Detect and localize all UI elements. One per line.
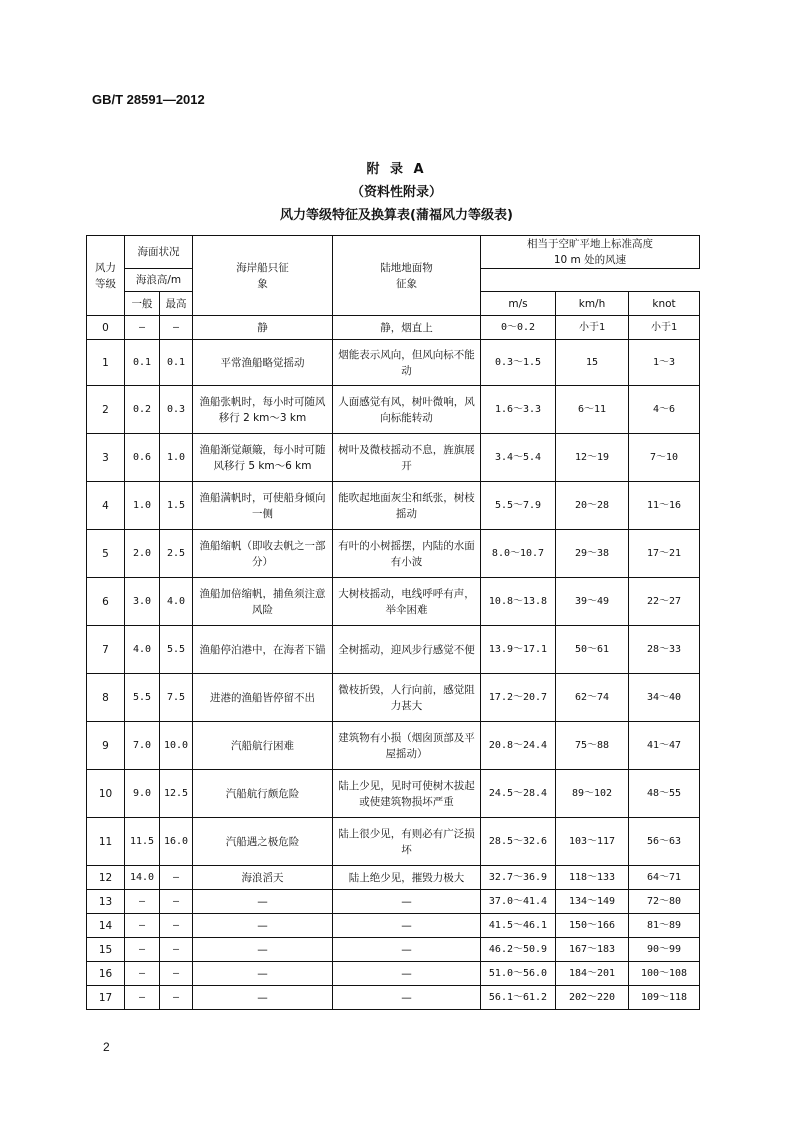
cell-land: 有叶的小树摇摆，内陆的水面有小波 (333, 530, 481, 578)
cell-kmh: 118～133 (556, 866, 629, 890)
header-wave-general: 一般 (125, 292, 160, 316)
cell-wave-general: — (125, 962, 160, 986)
cell-land: — (333, 890, 481, 914)
cell-ms: 0～0.2 (481, 316, 556, 340)
appendix-title: 风力等级特征及换算表(蒲福风力等级表) (280, 208, 513, 223)
cell-ms: 41.5～46.1 (481, 914, 556, 938)
cell-coastal: 渔船渐觉颠簸，每小时可随风移行 5 km～6 km (193, 434, 333, 482)
cell-coastal: — (193, 938, 333, 962)
cell-kmh: 75～88 (556, 722, 629, 770)
cell-coastal: 静 (193, 316, 333, 340)
table-row (87, 890, 700, 914)
cell-land: — (333, 986, 481, 1010)
cell-kmh: 39～49 (556, 578, 629, 626)
cell-land: 静，烟直上 (333, 316, 481, 340)
cell-ms: 20.8～24.4 (481, 722, 556, 770)
cell-wave-max: — (160, 986, 193, 1010)
table-row (87, 434, 700, 482)
cell-ms: 37.0～41.4 (481, 890, 556, 914)
cell-wave-max: 12.5 (160, 770, 193, 818)
cell-ms: 10.8～13.8 (481, 578, 556, 626)
table-row (87, 530, 700, 578)
cell-coastal: 渔船满帆时，可使船身倾向一侧 (193, 482, 333, 530)
cell-ms: 17.2～20.7 (481, 674, 556, 722)
cell-wave-max: — (160, 914, 193, 938)
cell-knot: 17～21 (629, 530, 700, 578)
cell-knot: 72～80 (629, 890, 700, 914)
cell-grade: 6 (87, 578, 125, 626)
cell-wave-general: — (125, 938, 160, 962)
cell-wave-general: — (125, 914, 160, 938)
table-row (87, 986, 700, 1010)
cell-wave-max: — (160, 890, 193, 914)
cell-kmh: 29～38 (556, 530, 629, 578)
cell-wave-max: 10.0 (160, 722, 193, 770)
cell-wave-max: 2.5 (160, 530, 193, 578)
header-land-objects: 陆地地面物征象 (333, 236, 481, 316)
cell-wave-max: 1.0 (160, 434, 193, 482)
cell-grade: 3 (87, 434, 125, 482)
table-row (87, 674, 700, 722)
cell-knot: 109～118 (629, 986, 700, 1010)
table-row (87, 938, 700, 962)
cell-knot: 4～6 (629, 386, 700, 434)
table-row (87, 770, 700, 818)
cell-land: 烟能表示风向，但风向标不能动 (333, 340, 481, 386)
cell-coastal: — (193, 914, 333, 938)
cell-coastal: — (193, 986, 333, 1010)
cell-kmh: 202～220 (556, 986, 629, 1010)
table-row (87, 722, 700, 770)
cell-knot: 90～99 (629, 938, 700, 962)
table-row (87, 340, 700, 386)
cell-knot: 100～108 (629, 962, 700, 986)
cell-kmh: 184～201 (556, 962, 629, 986)
cell-grade: 14 (87, 914, 125, 938)
cell-wave-general: 2.0 (125, 530, 160, 578)
cell-coastal: 汽船航行颇危险 (193, 770, 333, 818)
cell-grade: 0 (87, 316, 125, 340)
cell-wave-general: — (125, 890, 160, 914)
cell-grade: 15 (87, 938, 125, 962)
cell-knot: 22～27 (629, 578, 700, 626)
cell-land: 微枝折毁，人行向前，感觉阻力甚大 (333, 674, 481, 722)
cell-wave-general: 0.6 (125, 434, 160, 482)
cell-land: 能吹起地面灰尘和纸张，树枝摇动 (333, 482, 481, 530)
cell-grade: 10 (87, 770, 125, 818)
table-row (87, 962, 700, 986)
cell-knot: 48～55 (629, 770, 700, 818)
cell-wave-general: 5.5 (125, 674, 160, 722)
cell-ms: 5.5～7.9 (481, 482, 556, 530)
header-unit-knot: knot (629, 292, 700, 316)
cell-wave-max: 16.0 (160, 818, 193, 866)
cell-ms: 51.0～56.0 (481, 962, 556, 986)
cell-land: 陆上少见，见时可使树木拔起或使建筑物损坏严重 (333, 770, 481, 818)
cell-kmh: 小于1 (556, 316, 629, 340)
cell-grade: 7 (87, 626, 125, 674)
appendix-type: （资料性附录） (350, 185, 442, 200)
cell-coastal: 渔船张帆时，每小时可随风移行 2 km～3 km (193, 386, 333, 434)
cell-coastal: 平常渔船略觉摇动 (193, 340, 333, 386)
cell-knot: 81～89 (629, 914, 700, 938)
header-wind-speed: 相当于空旷平地上标准高度 10 m 处的风速 (481, 236, 700, 269)
cell-wave-max: 4.0 (160, 578, 193, 626)
table-row (87, 818, 700, 866)
cell-ms: 32.7～36.9 (481, 866, 556, 890)
table-row (87, 866, 700, 890)
cell-knot: 7～10 (629, 434, 700, 482)
cell-wave-general: — (125, 316, 160, 340)
cell-wave-general: 9.0 (125, 770, 160, 818)
cell-knot: 28～33 (629, 626, 700, 674)
header-unit-ms: m/s (481, 292, 556, 316)
table-row (87, 386, 700, 434)
appendix-label: 附 录 A (366, 162, 427, 177)
cell-coastal: — (193, 962, 333, 986)
cell-knot: 小于1 (629, 316, 700, 340)
cell-knot: 34～40 (629, 674, 700, 722)
cell-ms: 8.0～10.7 (481, 530, 556, 578)
cell-wave-max: — (160, 938, 193, 962)
cell-ms: 46.2～50.9 (481, 938, 556, 962)
cell-grade: 4 (87, 482, 125, 530)
cell-wave-general: 3.0 (125, 578, 160, 626)
header-wave-height: 海浪高/m (125, 269, 193, 292)
cell-wave-general: — (125, 986, 160, 1010)
cell-land: 树叶及微枝摇动不息，旌旗展开 (333, 434, 481, 482)
cell-land: 人面感觉有风，树叶微响，风向标能转动 (333, 386, 481, 434)
cell-ms: 56.1～61.2 (481, 986, 556, 1010)
cell-coastal: 海浪滔天 (193, 866, 333, 890)
cell-coastal: — (193, 890, 333, 914)
cell-kmh: 12～19 (556, 434, 629, 482)
cell-wave-general: 4.0 (125, 626, 160, 674)
cell-wave-general: 0.2 (125, 386, 160, 434)
beaufort-table (86, 235, 700, 1010)
cell-kmh: 103～117 (556, 818, 629, 866)
table-row (87, 626, 700, 674)
cell-wave-max: 0.1 (160, 340, 193, 386)
cell-land: — (333, 962, 481, 986)
cell-land: — (333, 914, 481, 938)
cell-knot: 64～71 (629, 866, 700, 890)
header-sea-state: 海面状况 (125, 236, 193, 269)
cell-ms: 24.5～28.4 (481, 770, 556, 818)
cell-land: 全树摇动，迎风步行感觉不便 (333, 626, 481, 674)
cell-coastal: 汽船遇之极危险 (193, 818, 333, 866)
cell-grade: 2 (87, 386, 125, 434)
table-row (87, 316, 700, 340)
cell-coastal: 渔船加倍缩帆，捕鱼须注意风险 (193, 578, 333, 626)
cell-land: 陆上绝少见，摧毁力极大 (333, 866, 481, 890)
header-unit-kmh: km/h (556, 292, 629, 316)
cell-grade: 16 (87, 962, 125, 986)
table-row (87, 914, 700, 938)
cell-knot: 41～47 (629, 722, 700, 770)
cell-kmh: 167～183 (556, 938, 629, 962)
cell-grade: 13 (87, 890, 125, 914)
cell-coastal: 渔船停泊港中，在海者下锚 (193, 626, 333, 674)
cell-knot: 11～16 (629, 482, 700, 530)
cell-kmh: 89～102 (556, 770, 629, 818)
cell-kmh: 50～61 (556, 626, 629, 674)
cell-kmh: 20～28 (556, 482, 629, 530)
cell-wave-general: 1.0 (125, 482, 160, 530)
cell-wave-max: — (160, 316, 193, 340)
cell-ms: 13.9～17.1 (481, 626, 556, 674)
cell-kmh: 62～74 (556, 674, 629, 722)
cell-wave-max: — (160, 962, 193, 986)
cell-land: 陆上很少见，有则必有广泛损坏 (333, 818, 481, 866)
cell-grade: 1 (87, 340, 125, 386)
header-coastal-ship: 海岸船只征象 (193, 236, 333, 316)
cell-coastal: 渔船缩帆（即收去帆之一部分） (193, 530, 333, 578)
table-row (87, 578, 700, 626)
cell-ms: 0.3～1.5 (481, 340, 556, 386)
cell-wave-max: 1.5 (160, 482, 193, 530)
cell-wave-general: 7.0 (125, 722, 160, 770)
standard-number: GB/T 28591—2012 (92, 92, 205, 107)
cell-ms: 3.4～5.4 (481, 434, 556, 482)
cell-grade: 5 (87, 530, 125, 578)
cell-knot: 56～63 (629, 818, 700, 866)
cell-knot: 1～3 (629, 340, 700, 386)
cell-land: 大树枝摇动，电线呼呼有声，举伞困难 (333, 578, 481, 626)
cell-wave-max: 0.3 (160, 386, 193, 434)
header-grade: 风力等级 (87, 236, 125, 316)
table-body (87, 316, 700, 1010)
cell-wave-max: 5.5 (160, 626, 193, 674)
cell-grade: 8 (87, 674, 125, 722)
cell-grade: 12 (87, 866, 125, 890)
cell-grade: 9 (87, 722, 125, 770)
cell-grade: 17 (87, 986, 125, 1010)
cell-wave-max: 7.5 (160, 674, 193, 722)
cell-ms: 1.6～3.3 (481, 386, 556, 434)
cell-kmh: 15 (556, 340, 629, 386)
cell-ms: 28.5～32.6 (481, 818, 556, 866)
cell-grade: 11 (87, 818, 125, 866)
cell-land: 建筑物有小损（烟囱顶部及平屋摇动） (333, 722, 481, 770)
page-number: 2 (103, 1040, 110, 1054)
cell-wave-general: 11.5 (125, 818, 160, 866)
cell-wave-max: — (160, 866, 193, 890)
cell-land: — (333, 938, 481, 962)
cell-kmh: 6～11 (556, 386, 629, 434)
cell-coastal: 进港的渔船皆停留不出 (193, 674, 333, 722)
cell-coastal: 汽船航行困难 (193, 722, 333, 770)
cell-wave-general: 0.1 (125, 340, 160, 386)
cell-kmh: 134～149 (556, 890, 629, 914)
cell-wave-general: 14.0 (125, 866, 160, 890)
table-row (87, 482, 700, 530)
header-wave-max: 最高 (160, 292, 193, 316)
cell-kmh: 150～166 (556, 914, 629, 938)
